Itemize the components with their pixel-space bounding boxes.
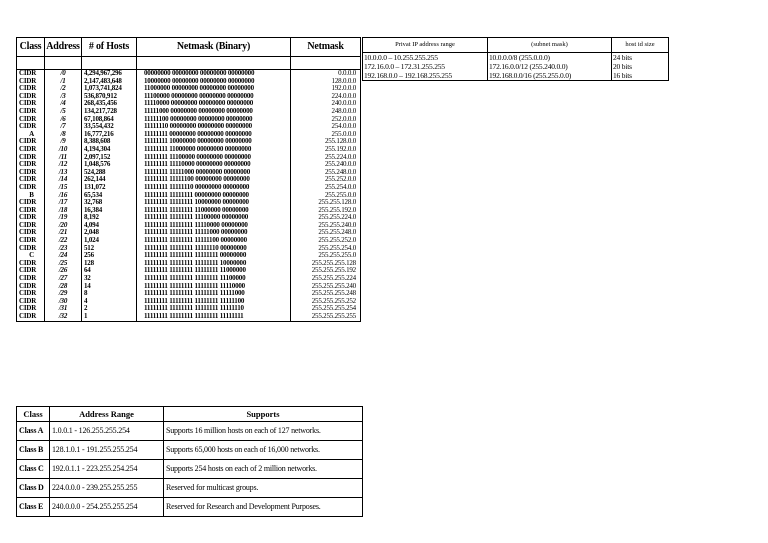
row-class: CIDR xyxy=(17,298,45,306)
row-address: /3 xyxy=(45,93,82,101)
row-netmask-binary: 11111111 11111000 00000000 00000000 xyxy=(137,169,291,177)
row-address: /16 xyxy=(45,192,82,200)
row-address: /31 xyxy=(45,305,82,313)
header-hosts: # of Hosts xyxy=(82,38,137,57)
row-address: /17 xyxy=(45,199,82,207)
row-hosts: 4 xyxy=(82,298,137,306)
table-row xyxy=(17,275,361,283)
table-row xyxy=(17,169,361,177)
row-address: /19 xyxy=(45,214,82,222)
table-row xyxy=(17,123,361,131)
table-row xyxy=(17,305,361,313)
row-netmask: 255.255.255.252 xyxy=(291,298,361,306)
row-netmask: 240.0.0.0 xyxy=(291,100,361,108)
row-class-name: Class A xyxy=(17,422,50,441)
row-address: /24 xyxy=(45,252,82,260)
table-row xyxy=(17,138,361,146)
row-netmask-binary: 11111111 11111111 11111111 11000000 xyxy=(137,267,291,275)
table-row xyxy=(17,498,363,517)
row-address: /2 xyxy=(45,85,82,93)
row-address: /25 xyxy=(45,260,82,268)
row-address-range: 224.0.0.0 - 239.255.255.255 xyxy=(50,479,164,498)
row-netmask-binary: 00000000 00000000 00000000 00000000 xyxy=(137,70,291,78)
row-class: CIDR xyxy=(17,260,45,268)
row-netmask-binary: 11111111 11111111 11100000 00000000 xyxy=(137,214,291,222)
row-netmask: 0.0.0.0 xyxy=(291,70,361,78)
row-hosts: 128 xyxy=(82,260,137,268)
row-address: /10 xyxy=(45,146,82,154)
row-netmask: 255.252.0.0 xyxy=(291,176,361,184)
row-netmask-binary: 11111111 11111111 11111110 00000000 xyxy=(137,245,291,253)
row-netmask: 255.255.254.0 xyxy=(291,245,361,253)
row-class: CIDR xyxy=(17,108,45,116)
row-hosts: 4,294,967,296 xyxy=(82,70,137,78)
row-address-range: 1.0.0.1 - 126.255.255.254 xyxy=(50,422,164,441)
row-netmask: 255.128.0.0 xyxy=(291,138,361,146)
row-hosts: 8 xyxy=(82,290,137,298)
row-netmask-binary: 10000000 00000000 00000000 00000000 xyxy=(137,78,291,86)
row-address: /32 xyxy=(45,313,82,321)
row-netmask-binary: 11111111 11111111 11000000 00000000 xyxy=(137,207,291,215)
row-class: CIDR xyxy=(17,275,45,283)
row-netmask: 255.255.248.0 xyxy=(291,229,361,237)
row-netmask: 255.255.255.254 xyxy=(291,305,361,313)
row-hosts: 1,048,576 xyxy=(82,161,137,169)
row-hosts: 14 xyxy=(82,283,137,291)
row-netmask: 255.255.255.240 xyxy=(291,283,361,291)
row-netmask-binary: 11111110 00000000 00000000 00000000 xyxy=(137,123,291,131)
row-netmask-binary: 11111111 00000000 00000000 00000000 xyxy=(137,131,291,139)
row-supports: Reserved for Research and Development Purposes. xyxy=(164,498,363,517)
row-class-name: Class D xyxy=(17,479,50,498)
row-hosts: 131,072 xyxy=(82,184,137,192)
class-table-header xyxy=(17,407,363,422)
row-private-range: 10.0.0.0 – 10.255.255.255 xyxy=(363,53,488,63)
row-hosts: 65,534 xyxy=(82,192,137,200)
row-class: CIDR xyxy=(17,123,45,131)
row-class: CIDR xyxy=(17,78,45,86)
table-row xyxy=(17,176,361,184)
table-row xyxy=(17,422,363,441)
row-class: CIDR xyxy=(17,222,45,230)
row-hosts: 2,097,152 xyxy=(82,154,137,162)
row-netmask-binary: 11111111 11111110 00000000 00000000 xyxy=(137,184,291,192)
table-row xyxy=(17,229,361,237)
row-class: CIDR xyxy=(17,116,45,124)
row-hosts: 1 xyxy=(82,313,137,321)
row-address: /4 xyxy=(45,100,82,108)
row-netmask-binary: 11111111 11111111 11111111 00000000 xyxy=(137,252,291,260)
row-class: CIDR xyxy=(17,245,45,253)
row-netmask: 255.255.0.0 xyxy=(291,192,361,200)
row-subnet-mask: 10.0.0.0/8 (255.0.0.0) xyxy=(488,53,612,63)
table-row xyxy=(17,78,361,86)
row-netmask-binary: 11111100 00000000 00000000 00000000 xyxy=(137,116,291,124)
table-row xyxy=(17,116,361,124)
row-address: /18 xyxy=(45,207,82,215)
row-class: CIDR xyxy=(17,184,45,192)
table-row xyxy=(17,260,361,268)
row-netmask-binary: 11111111 11111111 11111111 11111110 xyxy=(137,305,291,313)
row-netmask: 254.0.0.0 xyxy=(291,123,361,131)
row-address: /13 xyxy=(45,169,82,177)
row-address: /14 xyxy=(45,176,82,184)
row-class: CIDR xyxy=(17,214,45,222)
row-hosts: 16,777,216 xyxy=(82,131,137,139)
header-class: Class xyxy=(17,407,50,422)
private-ip-table xyxy=(362,37,669,81)
table-row xyxy=(17,131,361,139)
header-host-id-size: host id size xyxy=(612,38,669,53)
subnet-table xyxy=(16,37,361,322)
row-address: /29 xyxy=(45,290,82,298)
row-host-id-size: 20 bits xyxy=(612,62,669,71)
row-class: CIDR xyxy=(17,100,45,108)
row-netmask: 255.0.0.0 xyxy=(291,131,361,139)
row-class: CIDR xyxy=(17,169,45,177)
row-netmask-binary: 11111111 11111111 11111111 11100000 xyxy=(137,275,291,283)
table-row xyxy=(17,267,361,275)
row-class: C xyxy=(17,252,45,260)
row-address-range: 192.0.1.1 - 223.255.254.254 xyxy=(50,460,164,479)
row-hosts: 1,073,741,824 xyxy=(82,85,137,93)
row-address: /21 xyxy=(45,229,82,237)
row-address: /26 xyxy=(45,267,82,275)
row-address: /1 xyxy=(45,78,82,86)
row-private-range: 192.168.0.0 – 192.168.255.255 xyxy=(363,71,488,81)
header-supports: Supports xyxy=(164,407,363,422)
row-address: /22 xyxy=(45,237,82,245)
address-class-table xyxy=(16,406,363,517)
row-class: CIDR xyxy=(17,176,45,184)
row-netmask: 255.248.0.0 xyxy=(291,169,361,177)
header-address-range: Address Range xyxy=(50,407,164,422)
row-netmask: 255.224.0.0 xyxy=(291,154,361,162)
row-class: CIDR xyxy=(17,237,45,245)
row-netmask-binary: 11111000 00000000 00000000 00000000 xyxy=(137,108,291,116)
row-address: /23 xyxy=(45,245,82,253)
row-hosts: 2,048 xyxy=(82,229,137,237)
table-row xyxy=(17,70,361,78)
table-row xyxy=(17,161,361,169)
header-subnet-mask: (subnet mask) xyxy=(488,38,612,53)
row-supports: Supports 254 hosts on each of 2 million networks. xyxy=(164,460,363,479)
subnet-table-header xyxy=(17,38,361,57)
row-netmask: 255.255.224.0 xyxy=(291,214,361,222)
header-netmask-binary: Netmask (Binary) xyxy=(137,38,291,57)
row-class: CIDR xyxy=(17,85,45,93)
row-address: /7 xyxy=(45,123,82,131)
table-row xyxy=(17,222,361,230)
row-class: A xyxy=(17,131,45,139)
table-row xyxy=(363,62,669,71)
row-class: CIDR xyxy=(17,305,45,313)
table-row xyxy=(17,245,361,253)
row-class: CIDR xyxy=(17,283,45,291)
row-netmask-binary: 11111111 11000000 00000000 00000000 xyxy=(137,146,291,154)
row-netmask-binary: 11000000 00000000 00000000 00000000 xyxy=(137,85,291,93)
row-netmask: 255.255.192.0 xyxy=(291,207,361,215)
row-class: CIDR xyxy=(17,267,45,275)
row-hosts: 536,870,912 xyxy=(82,93,137,101)
table-row xyxy=(17,214,361,222)
table-row xyxy=(17,252,361,260)
table-row xyxy=(363,71,669,81)
table-row xyxy=(17,290,361,298)
row-netmask: 255.254.0.0 xyxy=(291,184,361,192)
row-address: /28 xyxy=(45,283,82,291)
row-host-id-size: 16 bits xyxy=(612,71,669,81)
row-class: B xyxy=(17,192,45,200)
row-class: CIDR xyxy=(17,70,45,78)
row-netmask-binary: 11111111 11111111 11111000 00000000 xyxy=(137,229,291,237)
table-row xyxy=(17,108,361,116)
table-row xyxy=(17,460,363,479)
row-hosts: 1,024 xyxy=(82,237,137,245)
row-netmask: 248.0.0.0 xyxy=(291,108,361,116)
row-netmask-binary: 11111111 11111111 11111111 11111111 xyxy=(137,313,291,321)
row-netmask: 224.0.0.0 xyxy=(291,93,361,101)
row-netmask: 255.255.255.248 xyxy=(291,290,361,298)
row-address: /15 xyxy=(45,184,82,192)
row-address: /12 xyxy=(45,161,82,169)
row-address: /30 xyxy=(45,298,82,306)
row-class: CIDR xyxy=(17,290,45,298)
row-subnet-mask: 172.16.0.0/12 (255.240.0.0) xyxy=(488,62,612,71)
row-class: CIDR xyxy=(17,229,45,237)
private-table-header xyxy=(363,38,669,53)
table-row xyxy=(17,207,361,215)
row-hosts: 268,435,456 xyxy=(82,100,137,108)
table-row xyxy=(17,100,361,108)
row-hosts: 512 xyxy=(82,245,137,253)
row-class: CIDR xyxy=(17,93,45,101)
table-row xyxy=(17,283,361,291)
row-class: CIDR xyxy=(17,313,45,321)
row-hosts: 64 xyxy=(82,267,137,275)
row-class: CIDR xyxy=(17,154,45,162)
row-class: CIDR xyxy=(17,199,45,207)
row-class-name: Class E xyxy=(17,498,50,517)
row-class: CIDR xyxy=(17,138,45,146)
header-class: Class xyxy=(17,38,45,57)
row-netmask: 255.255.128.0 xyxy=(291,199,361,207)
row-netmask-binary: 11111111 11111111 11110000 00000000 xyxy=(137,222,291,230)
row-netmask-binary: 11100000 00000000 00000000 00000000 xyxy=(137,93,291,101)
row-hosts: 32 xyxy=(82,275,137,283)
table-row xyxy=(17,298,361,306)
row-address: /6 xyxy=(45,116,82,124)
row-supports: Supports 65,000 hosts on each of 16,000 networks. xyxy=(164,441,363,460)
row-private-range: 172.16.0.0 – 172.31.255.255 xyxy=(363,62,488,71)
row-hosts: 33,554,432 xyxy=(82,123,137,131)
row-hosts: 8,388,608 xyxy=(82,138,137,146)
row-subnet-mask: 192.168.0.0/16 (255.255.0.0) xyxy=(488,71,612,81)
row-hosts: 134,217,728 xyxy=(82,108,137,116)
row-netmask-binary: 11111111 11111111 11111111 11111100 xyxy=(137,298,291,306)
table-row xyxy=(17,479,363,498)
row-supports: Reserved for multicast groups. xyxy=(164,479,363,498)
row-address: /20 xyxy=(45,222,82,230)
table-row xyxy=(17,93,361,101)
row-address-range: 128.1.0.1 - 191.255.255.254 xyxy=(50,441,164,460)
table-row xyxy=(17,184,361,192)
table-row xyxy=(17,154,361,162)
row-class: CIDR xyxy=(17,146,45,154)
table-row xyxy=(17,237,361,245)
row-host-id-size: 24 bits xyxy=(612,53,669,63)
row-class-name: Class C xyxy=(17,460,50,479)
row-supports: Supports 16 million hosts on each of 127 networks. xyxy=(164,422,363,441)
row-hosts: 524,288 xyxy=(82,169,137,177)
row-hosts: 256 xyxy=(82,252,137,260)
header-spacer-row xyxy=(17,57,361,70)
row-netmask-binary: 11111111 11111111 11111111 10000000 xyxy=(137,260,291,268)
row-netmask: 255.255.255.224 xyxy=(291,275,361,283)
row-netmask-binary: 11111111 11111111 11111100 00000000 xyxy=(137,237,291,245)
row-netmask: 255.255.255.128 xyxy=(291,260,361,268)
table-row xyxy=(17,146,361,154)
row-hosts: 32,768 xyxy=(82,199,137,207)
row-netmask: 252.0.0.0 xyxy=(291,116,361,124)
row-class: CIDR xyxy=(17,207,45,215)
header-address: Address xyxy=(45,38,82,57)
row-address: /11 xyxy=(45,154,82,162)
row-netmask-binary: 11111111 11111111 11111111 11111000 xyxy=(137,290,291,298)
row-address: /8 xyxy=(45,131,82,139)
row-hosts: 4,194,304 xyxy=(82,146,137,154)
row-netmask: 255.255.240.0 xyxy=(291,222,361,230)
row-netmask: 255.255.255.255 xyxy=(291,313,361,321)
row-address: /27 xyxy=(45,275,82,283)
row-hosts: 262,144 xyxy=(82,176,137,184)
row-netmask: 192.0.0.0 xyxy=(291,85,361,93)
table-row xyxy=(17,313,361,321)
header-netmask: Netmask xyxy=(291,38,361,57)
row-hosts: 67,108,864 xyxy=(82,116,137,124)
row-hosts: 8,192 xyxy=(82,214,137,222)
row-netmask-binary: 11111111 11111111 11111111 11110000 xyxy=(137,283,291,291)
header-private-range: Privat IP address range xyxy=(363,38,488,53)
row-netmask-binary: 11111111 11100000 00000000 00000000 xyxy=(137,154,291,162)
row-hosts: 2,147,483,648 xyxy=(82,78,137,86)
row-hosts: 2 xyxy=(82,305,137,313)
table-row xyxy=(17,192,361,200)
row-hosts: 16,384 xyxy=(82,207,137,215)
row-netmask-binary: 11111111 11110000 00000000 00000000 xyxy=(137,161,291,169)
row-address: /5 xyxy=(45,108,82,116)
row-netmask-binary: 11111111 11111111 10000000 00000000 xyxy=(137,199,291,207)
row-address: /0 xyxy=(45,70,82,78)
table-row xyxy=(17,199,361,207)
row-netmask-binary: 11111111 11111111 00000000 00000000 xyxy=(137,192,291,200)
table-row xyxy=(17,85,361,93)
row-netmask-binary: 11111111 10000000 00000000 00000000 xyxy=(137,138,291,146)
row-netmask: 255.255.255.192 xyxy=(291,267,361,275)
row-class-name: Class B xyxy=(17,441,50,460)
table-row xyxy=(17,441,363,460)
row-hosts: 4,094 xyxy=(82,222,137,230)
row-netmask: 255.240.0.0 xyxy=(291,161,361,169)
row-netmask-binary: 11110000 00000000 00000000 00000000 xyxy=(137,100,291,108)
row-netmask: 255.192.0.0 xyxy=(291,146,361,154)
row-address-range: 240.0.0.0 - 254.255.255.254 xyxy=(50,498,164,517)
table-row xyxy=(363,53,669,63)
row-netmask: 128.0.0.0 xyxy=(291,78,361,86)
row-class: CIDR xyxy=(17,161,45,169)
row-netmask-binary: 11111111 11111100 00000000 00000000 xyxy=(137,176,291,184)
row-netmask: 255.255.255.0 xyxy=(291,252,361,260)
row-netmask: 255.255.252.0 xyxy=(291,237,361,245)
row-address: /9 xyxy=(45,138,82,146)
